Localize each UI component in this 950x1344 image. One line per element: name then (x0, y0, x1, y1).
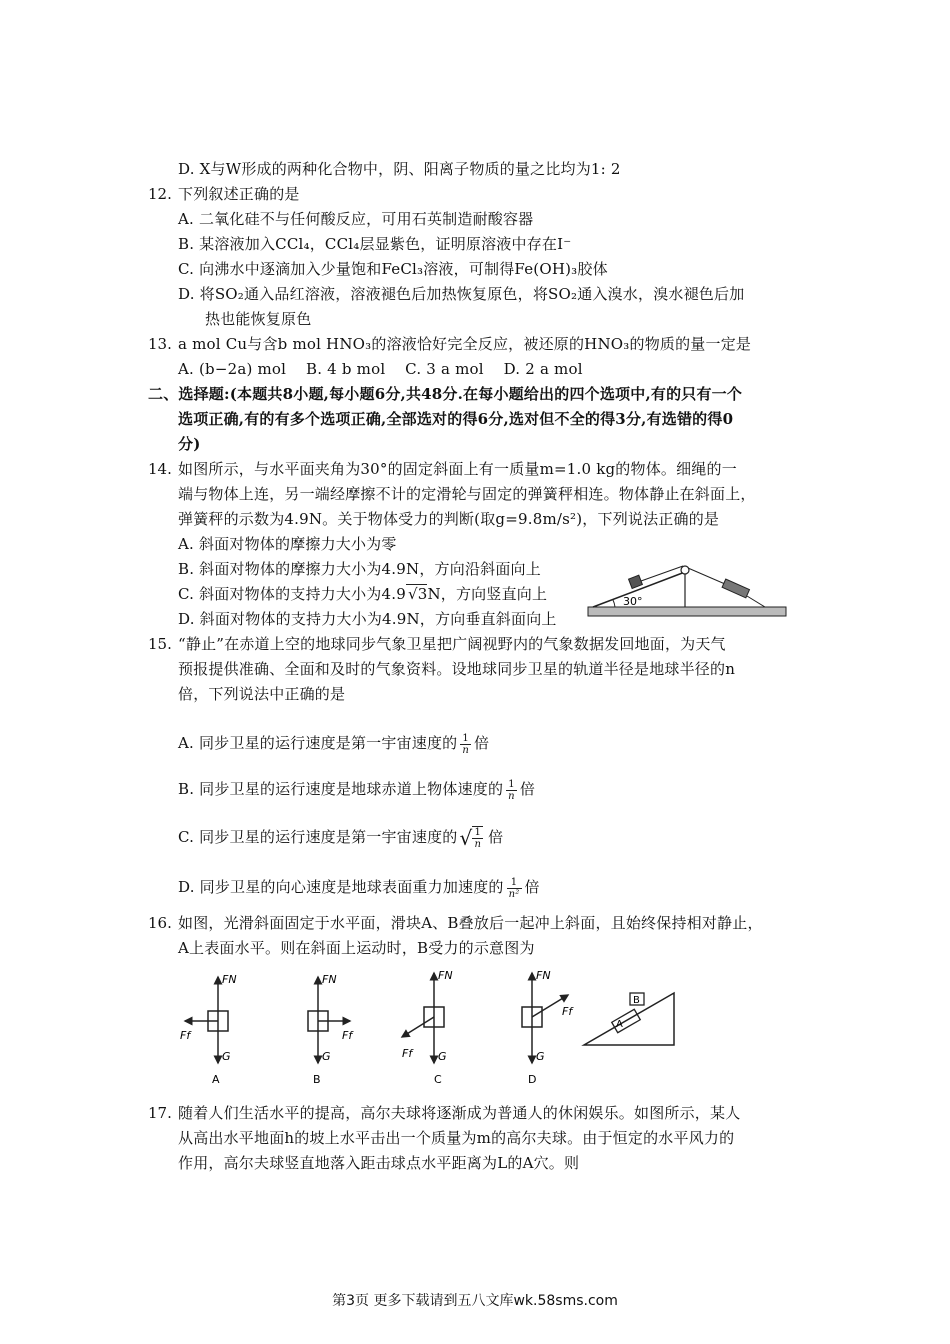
q15-option-a: A. 同步卫星的运行速度是第一宇宙速度的 $\frac{1}{n}$ 倍 (178, 732, 490, 756)
q17-number: 17. (148, 1104, 172, 1122)
q17-line1: 随着人们生活水平的提高，高尔夫球将逐渐成为普通人的休闲娱乐。如图所示，某人 (178, 1104, 741, 1122)
q16-line1: 如图，光滑斜面固定于水平面，滑块A、B叠放后一起冲上斜面，且始终保持相对静止， (178, 914, 763, 932)
rope-segment-2 (688, 568, 725, 584)
block-on-incline (629, 575, 643, 588)
page-footer: 第3页 更多下载请到五八文库wk.58sms.com (332, 1293, 618, 1309)
q15-option-c: C. 同步卫星的运行速度是第一宇宙速度的 √ $\frac{1}{n}$ 倍 (178, 826, 504, 850)
q12-option-d-line1: D. 将SO₂通入品红溶液，溶液褪色后加热恢复原色，将SO₂通入溴水，溴水褪色后加 (178, 285, 745, 303)
q14-line1: 如图所示，与水平面夹角为30°的固定斜面上有一质量m=1.0 kg的物体。细绳的一 (178, 460, 737, 478)
section2-line2: 选项正确,有的有多个选项正确,全部选对的得6分,选对但不全的得3分,有选错的得0 (178, 410, 734, 428)
q16-line2: A上表面水平。则在斜面上运动时，B受力的示意图为 (178, 939, 535, 957)
svg-text:G: G (322, 1050, 331, 1063)
q12-option-c: C. 向沸水中逐滴加入少量饱和FeCl₃溶液，可制得Fe(OH)₃胶体 (178, 260, 608, 278)
q11-option-d: D. X与W形成的两种化合物中，阴、阳离子物质的量之比均为1: 2 (178, 160, 621, 178)
q14-line2: 端与物体上连，另一端经摩擦不计的定滑轮与固定的弹簧秤相连。物体静止在斜面上， (178, 485, 756, 503)
svg-text:B: B (633, 995, 640, 1006)
q15-number: 15. (148, 635, 172, 653)
force-diagram-a (180, 973, 237, 1086)
svg-text:FN: FN (322, 973, 337, 986)
svg-text:C: C (434, 1073, 442, 1086)
svg-text:FN: FN (536, 969, 551, 982)
section2-heading: 二、选择题:(本题共8小题,每小题6分,共48分.在每小题给出的四个选项中,有的只有一个 (148, 385, 743, 403)
q12-option-a: A. 二氧化硅不与任何酸反应，可用石英制造耐酸容器 (178, 210, 534, 228)
fraction-1-over-n-squared: $\frac{1}{\text{n²}}$ (508, 876, 520, 900)
q14-number: 14. (148, 460, 172, 478)
fraction-1-over-n: $\frac{1}{n}$ (462, 732, 470, 756)
force-diagram-b (308, 973, 354, 1086)
q17-line3: 作用，高尔夫球竖直地落入距击球点水平距离为L的A穴。则 (178, 1154, 580, 1172)
q14-option-a: A. 斜面对物体的摩擦力大小为零 (178, 535, 397, 553)
svg-text:A: A (616, 1019, 623, 1030)
q16-number: 16. (148, 914, 172, 932)
angle-arc (613, 600, 615, 607)
svg-text:Ff: Ff (180, 1029, 191, 1042)
angle-label: 30° (623, 595, 643, 608)
svg-text:Ff: Ff (562, 1005, 573, 1018)
svg-text:B: B (313, 1073, 321, 1086)
q15-line1: “静止”在赤道上空的地球同步气象卫星把广阔视野内的气象数据发回地面，为天气 (178, 635, 726, 653)
q14-option-c: C. 斜面对物体的支持力大小为4.9 √3N，方向竖直向上 (178, 585, 548, 603)
pulley-icon (681, 566, 689, 574)
force-diagram-d (522, 969, 574, 1086)
q14-option-d: D. 斜面对物体的支持力大小为4.9N，方向垂直斜面向上 (178, 610, 557, 628)
svg-text:D: D (528, 1073, 537, 1086)
q15-line3: 倍，下列说法中正确的是 (178, 685, 346, 703)
q13-stem: a mol Cu与含b mol HNO₃的溶液恰好完全反应，被还原的HNO₃的物质的量一定是 (178, 335, 752, 353)
svg-text:A: A (212, 1073, 220, 1086)
svg-text:Ff: Ff (342, 1029, 353, 1042)
sqrt-symbol: √3 (407, 585, 428, 603)
svg-text:Ff: Ff (402, 1047, 413, 1060)
q16-force-diagrams (170, 965, 690, 1090)
incline-with-blocks (584, 993, 674, 1045)
q14-line3: 弹簧秤的示数为4.9N。关于物体受力的判断(取g=9.8m/s²)，下列说法正确的是 (178, 510, 720, 528)
q14-incline-figure (585, 550, 790, 630)
rope-segment-1 (641, 566, 683, 581)
q15-line2: 预报提供准确、全面和及时的气象资料。设地球同步卫星的轨道半径是地球半径的n (178, 660, 736, 678)
svg-text:G: G (438, 1050, 447, 1063)
svg-text:G: G (222, 1050, 231, 1063)
fraction-1-over-n: $\frac{1}{n}$ (508, 778, 515, 802)
q12-stem: 下列叙述正确的是 (178, 185, 300, 203)
q12-option-d-line2: 热也能恢复原色 (205, 310, 312, 328)
q15-option-d: D. 同步卫星的向心速度是地球表面重力加速度的 $\frac{1}{\text{n²}}$ 倍 (178, 876, 540, 900)
ground-base (588, 607, 786, 616)
q12-number: 12. (148, 185, 172, 203)
section2-line3: 分) (178, 435, 201, 453)
q14-option-b: B. 斜面对物体的摩擦力大小为4.9N，方向沿斜面向上 (178, 560, 541, 578)
sqrt-fraction: √ $\frac{1}{n}$ (459, 826, 482, 850)
force-diagram-c (402, 969, 453, 1086)
q13-number: 13. (148, 335, 172, 353)
q15-option-b: B. 同步卫星的运行速度是地球赤道上物体速度的 $\frac{1}{n}$ 倍 (178, 778, 536, 802)
spring-balance-icon (722, 579, 749, 598)
svg-text:FN: FN (438, 969, 453, 982)
rope-segment-3 (747, 596, 765, 607)
svg-text:FN: FN (222, 973, 237, 986)
q17-line2: 从高出水平地面h的坡上水平击出一个质量为m的高尔夫球。由于恒定的水平风力的 (178, 1129, 735, 1147)
svg-text:G: G (536, 1050, 545, 1063)
q12-option-b: B. 某溶液加入CCl₄，CCl₄层显紫色，证明原溶液中存在I⁻ (178, 235, 572, 253)
q13-options: A. (b−2a) mol B. 4 b mol C. 3 a mol D. 2 a mol (178, 360, 583, 378)
